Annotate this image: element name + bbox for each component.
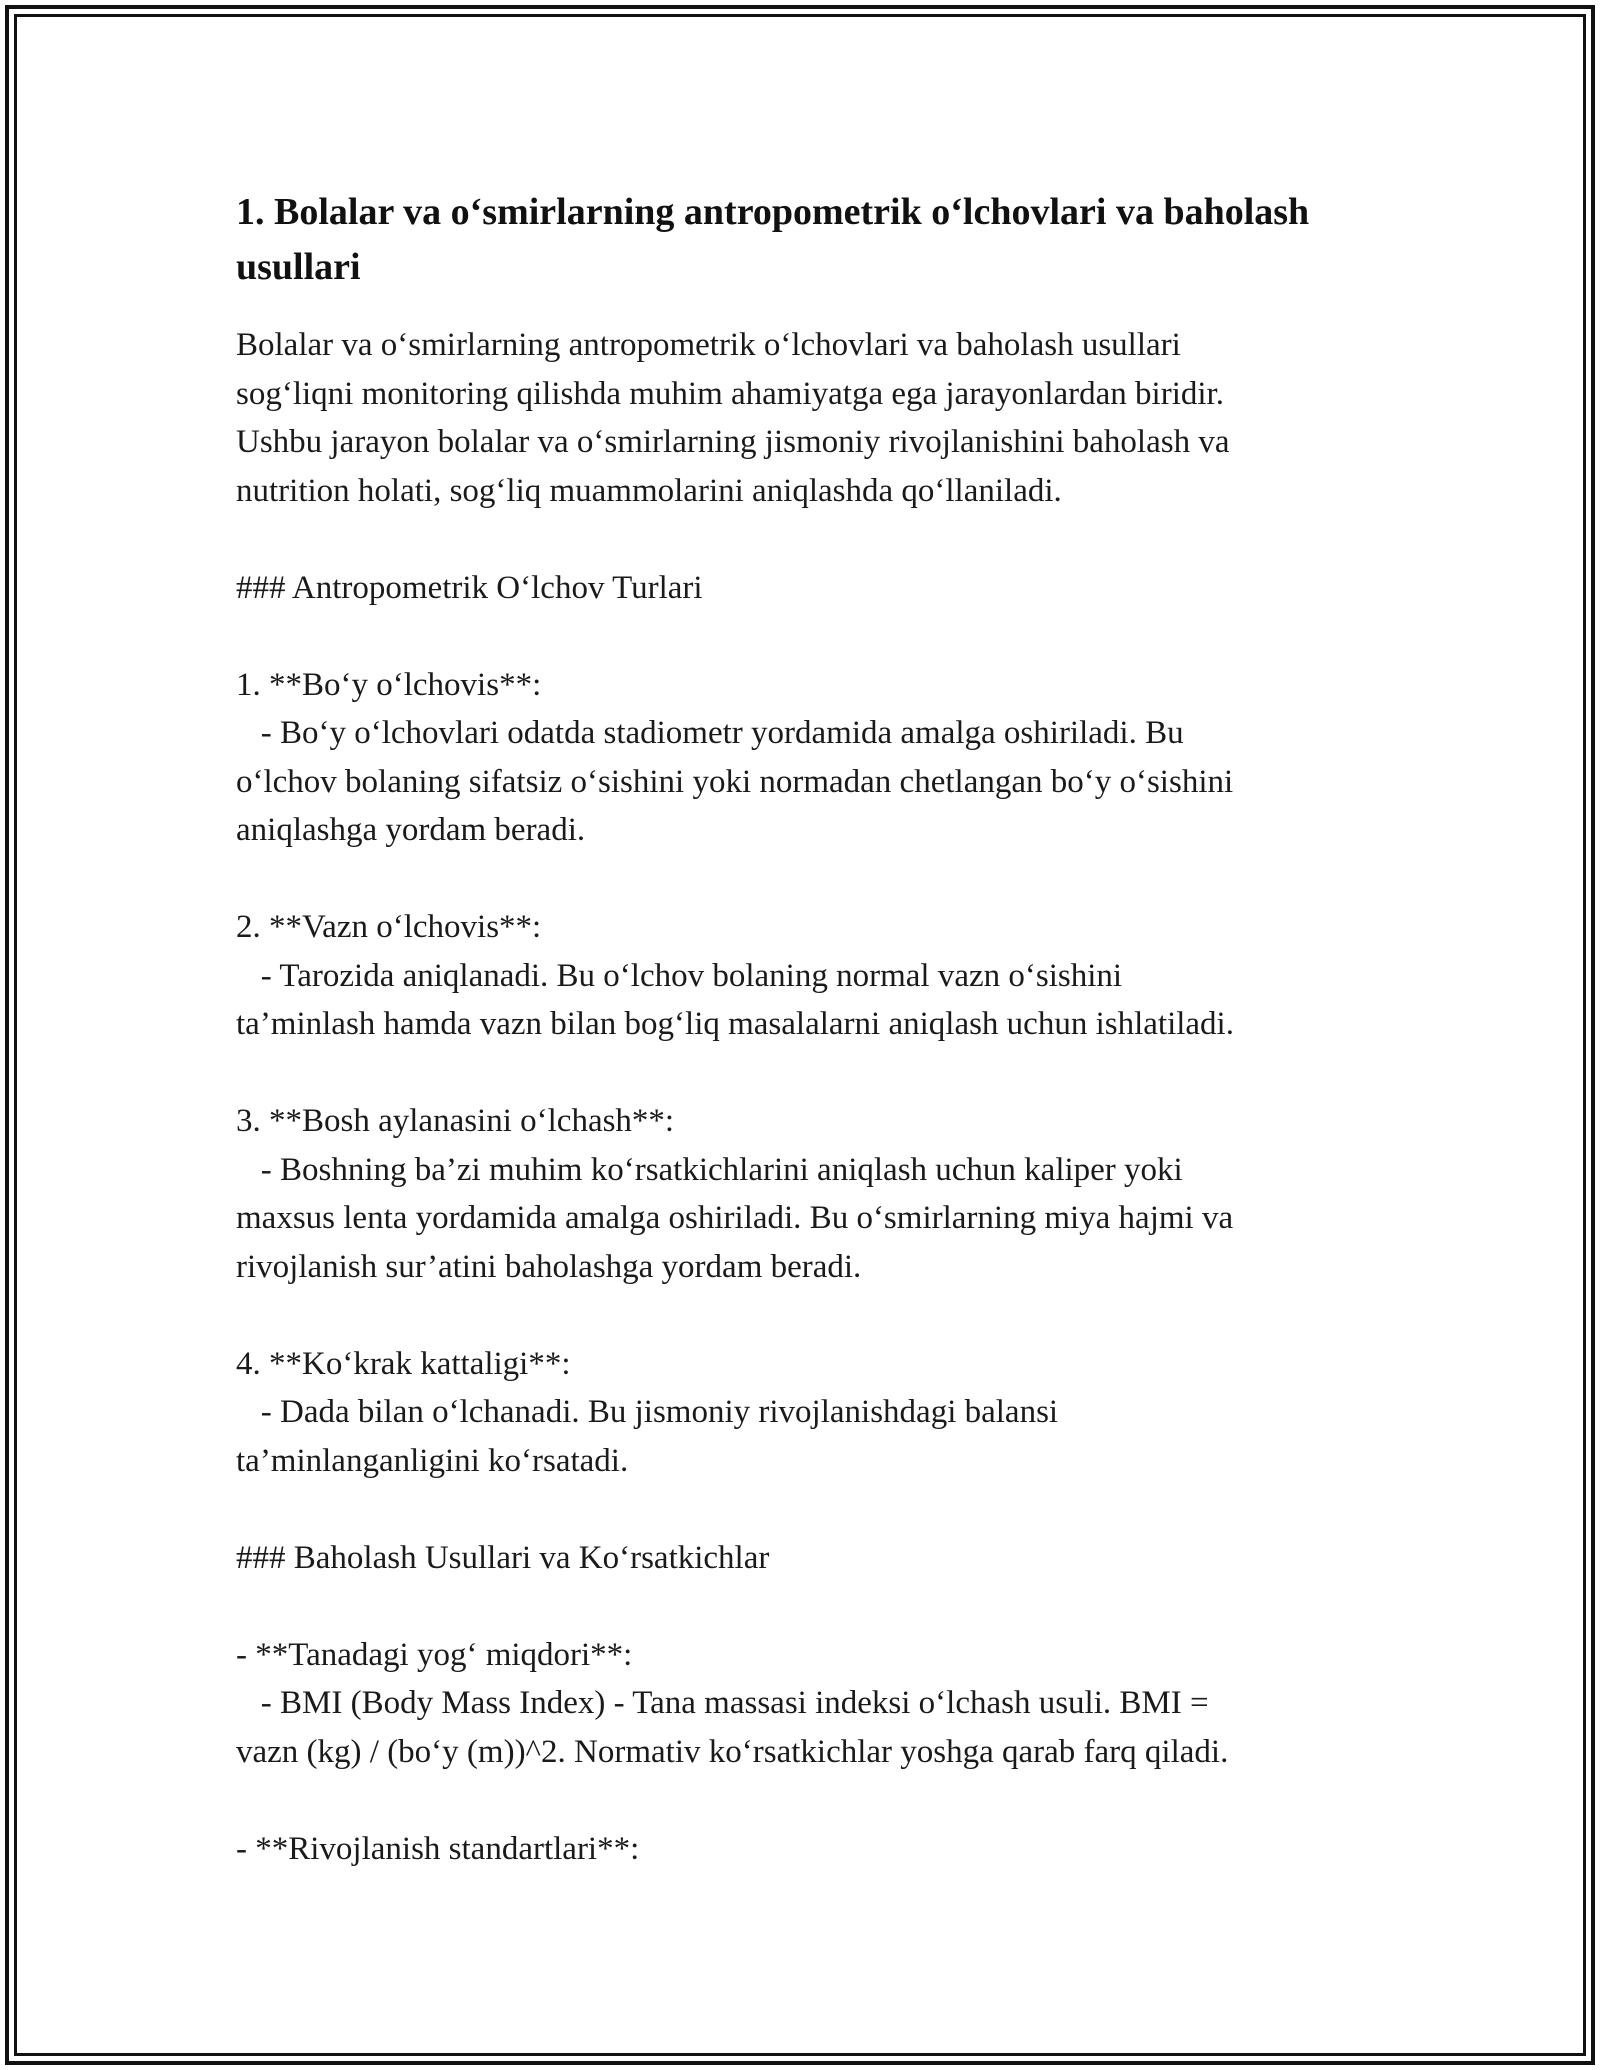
document-title: 1. Bolalar va o‘smirlarning antropometrik o‘lchovlari va baholash usullari xyxy=(236,191,1310,288)
document-body: Bolalar va o‘smirlarning antropometrik o‘lchovlari va baholash usullari sog‘liqni monitoring qilishda muhim ahamiyatga ega jarayonlardan biridir. Ushbu jarayon bolalar va o‘smirlarning jismoniy rivojlanishini baholash va nutrition holati, sog‘liq muammolarini aniqlashda qo‘llaniladi. ### Antropometrik O‘lchov Turlari 1. **Bo‘y o‘lchovis**: - Bo‘y o‘lchovlari odatda stadiometr yordamida amalga oshiriladi. Bu o‘lchov bolaning sifatsiz o‘sishini yoki normadan chetlangan bo‘y o‘sishini aniqlashga yordam beradi. 2. **Vazn o‘lchovis**: - Tarozida aniqlanadi. Bu o‘lchov bolaning normal vazn o‘sishini ta’minlash hamda vazn bilan bog‘liq masalalarni aniqlash uchun ishlatiladi. 3. **Bosh aylanasini o‘lchash**: - Boshning ba’zi muhim ko‘rsatkichlarini aniqlash uchun kaliper yoki maxsus lenta yordamida amalga oshiriladi. Bu o‘smirlarning miya hajmi va rivojlanish sur’atini baholashga yordam beradi. 4. **Ko‘krak kattaligi**: - Dada bilan o‘lchanadi. Bu jismoniy rivojlanishdagi balansi ta’minlanganligini ko‘rsatadi. ### Baholash Usullari va Ko‘rsatkichlar - **Tanadagi yog‘ miqdori**: - BMI (Body Mass Index) - Tana massasi indeksi o‘lchash usuli. BMI = vazn (kg) / (bo‘y (m))^2. Normativ ko‘rsatkichlar yoshga qarab farq qiladi. - **Rivojlanish standartlari**: xyxy=(236,327,1234,1867)
document-page xyxy=(236,185,1356,1873)
